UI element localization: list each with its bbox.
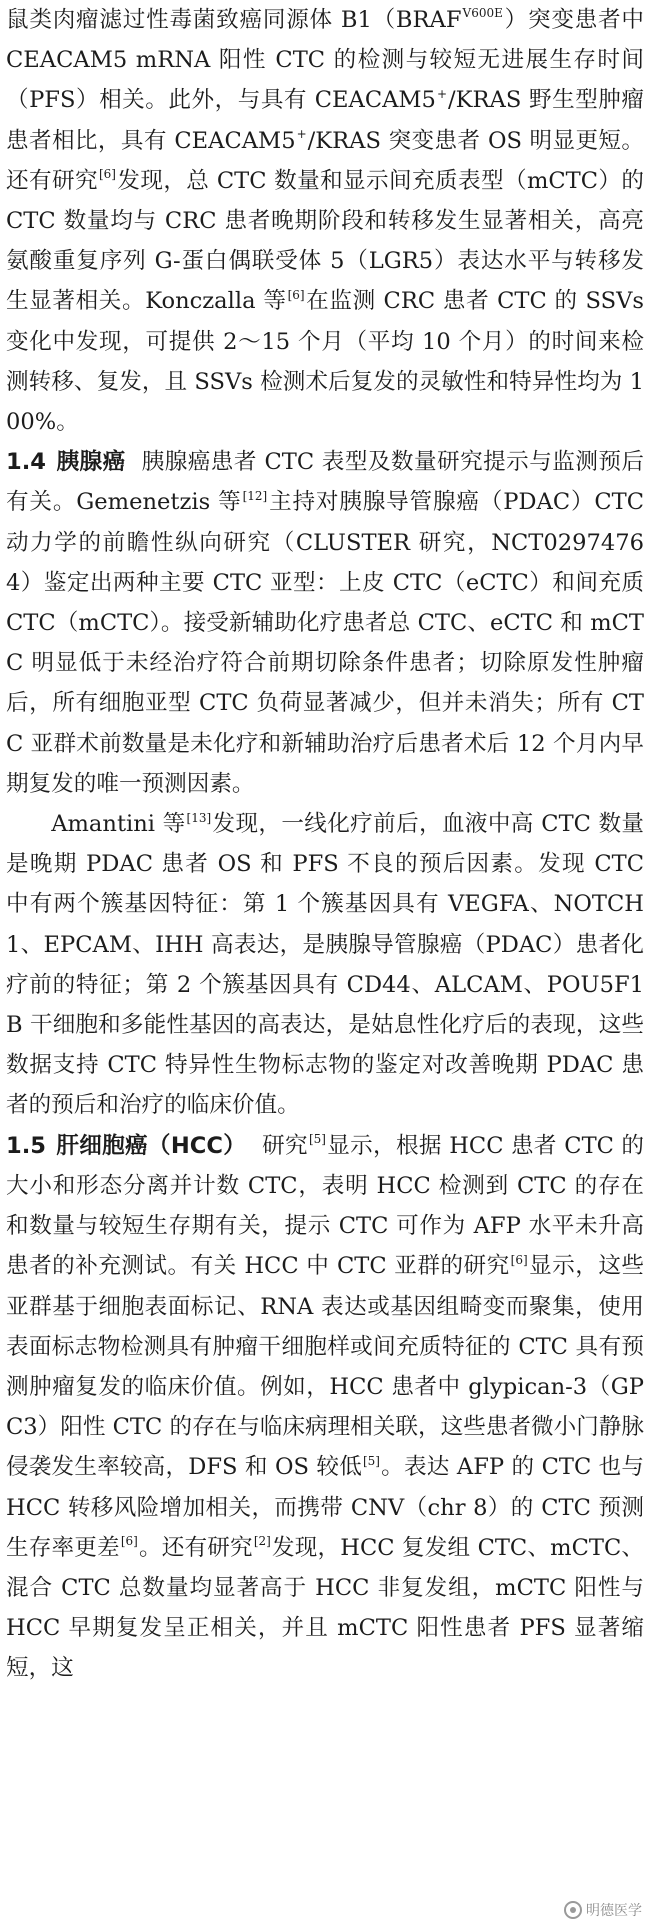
amantini-text-1: Amantini 等 — [51, 811, 186, 838]
section-1-5-text-2: 显示，根据 HCC 患者 CTC 的大小和形态分离并计数 CTC，表明 HCC 检测到 CTC 的存在和数量与较短生存期有关，提示 CTC 可作为 AFP 水平未升高患者的补充测试。有关 HCC 中 CTC 亚群的研究 — [6, 1132, 645, 1280]
superscript-plus: + — [436, 86, 447, 101]
section-1-5-text-6: 发现，HCC 复发组 CTC、mCTC、混合 CTC 总数量均显著高于 HCC 非复发组，mCTC 阳性与 HCC 早期复发呈正相关，并且 mCTC 阳性患者 PFS 显著缩短，这 — [6, 1534, 644, 1682]
intro-text-4: /KRAS 突变患者 OS 明显更短。还有研究 — [6, 127, 644, 194]
section-number: 1.5 — [6, 1132, 47, 1159]
section-1-5-paragraph — [6, 1126, 644, 1689]
intro-text-5: 发现，总 CTC 数量和显示间充质表型（mCTC）的 CTC 数量均与 CRC 患者晚期阶段和转移发生显著相关，高亮氨酸重复序列 G-蛋白偶联受体 5（LGR5）表达水平与转移发生显著相关。Konczalla 等 — [6, 167, 645, 315]
superscript-mutation: V600E — [462, 6, 503, 21]
watermark — [562, 1900, 644, 1920]
section-1-5-text-1: 研究 — [262, 1132, 308, 1159]
superscript-plus: + — [296, 127, 307, 142]
intro-text-6: 在监测 CRC 患者 CTC 的 SSVs 变化中发现，可提供 2～15 个月（平均 10 个月）的时间来检测转移、复发，且 SSVs 检测术后复发的灵敏性和特异性均为 100%。 — [6, 288, 644, 436]
intro-text-1: 鼠类肉瘤滤过性毒菌致癌同源体 B1（BRAF — [6, 7, 462, 33]
citation-ref: [13] — [186, 810, 212, 825]
citation-ref: [6] — [98, 167, 116, 182]
section-number: 1.4 — [6, 449, 47, 476]
intro-text-2: ）突变患者中 CEACAM5 mRNA 阳性 CTC 的检测与较短无进展生存时间（PFS）相关。此外，与具有 CEACAM5 — [6, 7, 644, 114]
citation-ref: [2] — [253, 1534, 271, 1549]
citation-ref: [6] — [510, 1252, 528, 1267]
citation-ref: [12] — [242, 488, 268, 503]
watermark-text: 明德医学 — [586, 1903, 642, 1919]
section-1-4-paragraph — [6, 442, 644, 804]
section-title: 肝细胞癌（HCC） — [56, 1132, 247, 1159]
section-1-4-text-1: 胰腺癌患者 CTC 表型及数量研究提示与监测预后有关。Gemenetzis 等 — [6, 449, 645, 516]
wechat-logo-icon — [564, 1901, 582, 1919]
citation-ref: [6] — [287, 287, 305, 302]
citation-ref: [5] — [308, 1132, 326, 1147]
section-1-5-text-4: 。表达 AFP 的 CTC 也与 HCC 转移风险增加相关，而携带 CNV（chr 8）的 CTC 预测生存率更差 — [6, 1454, 644, 1561]
citation-ref: [6] — [120, 1534, 138, 1549]
amantini-paragraph — [6, 804, 644, 1126]
intro-text-3: /KRAS 野生型肿瘤患者相比，具有 CEACAM5 — [6, 87, 645, 154]
section-1-5-text-3: 显示，这些亚群基于细胞表面标记、RNA 表达或基因组畸变而聚集，使用表面标志物检测具有肿瘤干细胞样或间充质特征的 CTC 具有预测肿瘤复发的临床价值。例如，HCC 患者中 glypican-3（GPC3）阳性 CTC 的存在与临床病理相关联，这些患者微小门静脉侵袭发生率较高，DFS 和 OS 较低 — [6, 1253, 645, 1481]
section-title: 胰腺癌 — [56, 449, 126, 476]
citation-ref: [5] — [362, 1453, 380, 1468]
amantini-text-2: 发现，一线化疗前后，血液中高 CTC 数量是晚期 PDAC 患者 OS 和 PFS 不良的预后因素。发现 CTC 中有两个簇基因特征：第 1 个簇基因具有 VEGFA、NOTCH1、EPCAM、IHH 高表达，是胰腺导管腺癌（PDAC）患者化疗前的特征；第 2 个簇基因具有 CD44、ALCAM、POU5F1B 干细胞和多能性基因的高表达，是姑息性化疗后的表现，这些数据支持 CTC 特异性生物标志物的鉴定对改善晚期 PDAC 患者的预后和治疗的临床价值。 — [6, 811, 644, 1119]
section-1-4-text-2: 主持对胰腺导管腺癌（PDAC）CTC 动力学的前瞻性纵向研究（CLUSTER 研究，NCT02974764）鉴定出两种主要 CTC 亚型：上皮 CTC（eCTC）和间充质 CTC（mCTC）。接受新辅助化疗患者总 CTC、eCTC 和 mCTC 明显低于未经治疗符合前期切除条件患者；切除原发性肿瘤后，所有细胞亚型 CTC 负荷显著减少，但并未消失；所有 CTC 亚群术前数量是未化疗和新辅助治疗后患者术后 12 个月内早期复发的唯一预测因素。 — [6, 489, 644, 797]
intro-paragraph — [6, 0, 644, 442]
section-1-5-text-5: 。还有研究 — [138, 1534, 253, 1561]
